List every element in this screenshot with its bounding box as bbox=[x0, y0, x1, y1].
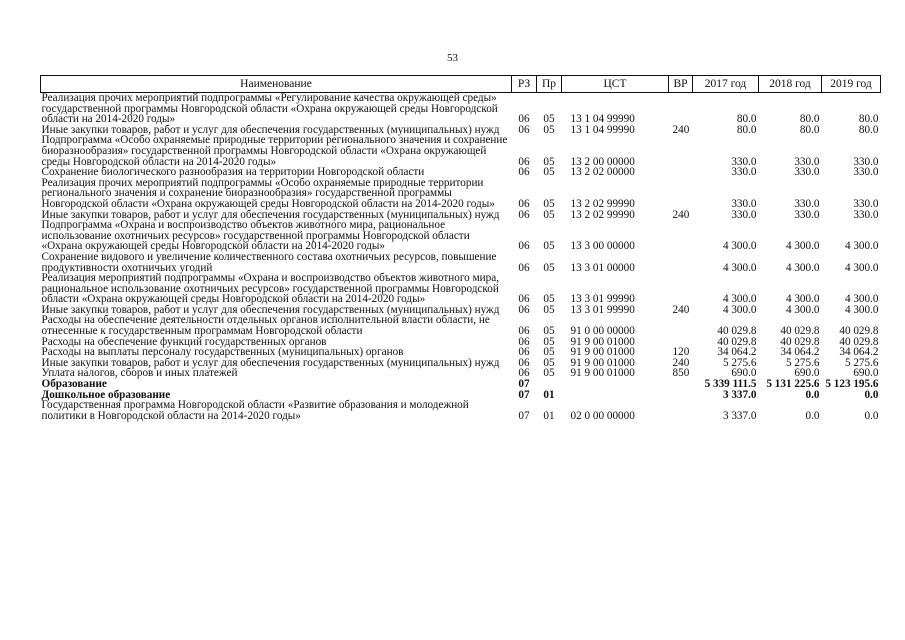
row-value-2018: 34 064.2 bbox=[780, 346, 820, 359]
row-rz: 06 bbox=[518, 166, 530, 179]
row-cst: 02 0 00 00000 bbox=[570, 409, 635, 422]
budget-table bbox=[40, 75, 881, 421]
row-value-2019: 40 029.8 bbox=[839, 325, 879, 338]
row-rz: 06 bbox=[518, 303, 530, 316]
row-value-2018: 0.0 bbox=[805, 388, 820, 401]
row-cst: 13 2 00 00000 bbox=[570, 155, 635, 168]
row-value-2019: 4 300.0 bbox=[844, 261, 879, 274]
row-vr bbox=[669, 273, 693, 305]
row-value-2017: 4 300.0 bbox=[722, 303, 757, 316]
row-value-2018: 5 275.6 bbox=[785, 356, 820, 369]
row-value-2019: 330.0 bbox=[853, 166, 879, 179]
row-pr: 05 bbox=[543, 197, 555, 210]
row-vr bbox=[669, 252, 693, 273]
header-vr: ВР bbox=[669, 76, 693, 93]
row-value-2019: 4 300.0 bbox=[844, 293, 879, 306]
row-pr: 05 bbox=[543, 261, 555, 274]
row-value-2017: 330.0 bbox=[731, 208, 757, 221]
row-rz: 06 bbox=[518, 356, 530, 369]
row-rz: 06 bbox=[518, 240, 530, 253]
row-value-2019: 4 300.0 bbox=[844, 240, 879, 253]
header-rz: РЗ bbox=[512, 76, 537, 93]
row-name: Иные закупки товаров, работ и услуг для обеспечения государственных (муниципальных) нужд bbox=[41, 303, 500, 316]
row-name: Образование bbox=[41, 378, 107, 391]
row-cst: 91 9 00 01000 bbox=[570, 367, 635, 380]
header-name: Наименование bbox=[41, 76, 512, 93]
row-value-2019: 34 064.2 bbox=[839, 346, 879, 359]
row-value-2019: 40 029.8 bbox=[839, 335, 879, 348]
row-value-2019: 330.0 bbox=[853, 155, 879, 168]
row-name: Дошкольное образование bbox=[41, 388, 171, 401]
row-value-2019: 0.0 bbox=[864, 388, 879, 401]
row-name: Уплата налогов, сборов и иных платежей bbox=[41, 367, 238, 380]
row-value-2018: 4 300.0 bbox=[785, 303, 820, 316]
row-pr: 05 bbox=[543, 113, 555, 126]
row-rz: 07 bbox=[518, 378, 530, 391]
row-value-2017: 40 029.8 bbox=[717, 325, 757, 338]
row-rz: 06 bbox=[518, 155, 530, 168]
row-cst: 13 3 01 00000 bbox=[570, 261, 635, 274]
row-value-2019: 690.0 bbox=[853, 367, 879, 380]
row-pr: 05 bbox=[543, 240, 555, 253]
row-cst: 91 9 00 01000 bbox=[570, 346, 635, 359]
row-vr: 240 bbox=[672, 208, 690, 221]
header-2018: 2018 год bbox=[759, 76, 822, 93]
row-vr: 240 bbox=[672, 356, 690, 369]
row-value-2018: 690.0 bbox=[794, 367, 820, 380]
row-value-2019: 5 123 195.6 bbox=[825, 378, 879, 391]
row-rz: 06 bbox=[518, 123, 530, 136]
row-name: Иные закупки товаров, работ и услуг для обеспечения государственных (муниципальных) нужд bbox=[41, 356, 500, 369]
row-value-2017: 34 064.2 bbox=[717, 346, 757, 359]
table-row bbox=[41, 273, 881, 305]
row-cst: 13 2 02 99990 bbox=[570, 197, 635, 210]
row-value-2018: 330.0 bbox=[794, 155, 820, 168]
row-value-2019: 5 275.6 bbox=[844, 356, 879, 369]
page-number: 53 bbox=[447, 52, 458, 64]
row-value-2017: 80.0 bbox=[736, 123, 757, 136]
row-value-2019: 4 300.0 bbox=[844, 303, 879, 316]
table-row bbox=[41, 220, 881, 252]
row-value-2018: 330.0 bbox=[794, 197, 820, 210]
row-rz: 06 bbox=[518, 346, 530, 359]
row-cst: 13 3 00 00000 bbox=[570, 240, 635, 253]
table-row bbox=[41, 178, 881, 210]
row-rz: 06 bbox=[518, 335, 530, 348]
row-value-2017: 330.0 bbox=[731, 197, 757, 210]
table-row bbox=[41, 400, 881, 421]
row-cst: 13 2 02 99990 bbox=[570, 208, 635, 221]
row-cst: 13 3 01 99990 bbox=[570, 293, 635, 306]
table-row bbox=[41, 252, 881, 273]
row-rz: 06 bbox=[518, 208, 530, 221]
row-rz: 06 bbox=[518, 261, 530, 274]
row-cst: 13 1 04 99990 bbox=[570, 123, 635, 136]
row-vr bbox=[669, 135, 693, 167]
row-vr bbox=[669, 178, 693, 210]
row-name: Расходы на обеспечение функций государственных органов bbox=[41, 335, 327, 348]
row-value-2018: 330.0 bbox=[794, 166, 820, 179]
row-vr bbox=[669, 167, 693, 178]
row-rz: 06 bbox=[518, 197, 530, 210]
row-pr: 05 bbox=[543, 367, 555, 380]
row-vr: 850 bbox=[672, 367, 690, 380]
row-name: Реализация прочих мероприятий подпрограммы «Особо охраняемые природные территории регионального значения и сохранение биоразнообразия» государственной программы Новгородской области «Охрана окружающей среды Новгородской области на 2014-2020 годы» bbox=[41, 176, 495, 210]
table-row bbox=[41, 135, 881, 167]
table-row bbox=[41, 93, 881, 125]
row-vr: 240 bbox=[672, 123, 690, 136]
row-pr: 05 bbox=[543, 155, 555, 168]
row-pr: 05 bbox=[543, 123, 555, 136]
row-value-2017: 330.0 bbox=[731, 166, 757, 179]
row-cst: 91 0 00 00000 bbox=[570, 325, 635, 338]
row-rz: 07 bbox=[518, 388, 530, 401]
row-cst: 91 9 00 01000 bbox=[570, 335, 635, 348]
row-rz: 06 bbox=[518, 367, 530, 380]
row-name: Государственная программа Новгородской области «Развитие образования и молодежной политики в Новгородской области на 2014-2020 годы» bbox=[41, 399, 469, 422]
row-value-2017: 5 275.6 bbox=[722, 356, 757, 369]
row-value-2018: 80.0 bbox=[799, 113, 820, 126]
row-pr: 05 bbox=[543, 293, 555, 306]
row-cst bbox=[562, 390, 669, 401]
row-vr bbox=[669, 315, 693, 336]
row-pr: 05 bbox=[543, 325, 555, 338]
row-value-2017: 80.0 bbox=[736, 113, 757, 126]
row-pr: 05 bbox=[543, 335, 555, 348]
table-header-row bbox=[41, 76, 881, 93]
row-value-2019: 330.0 bbox=[853, 208, 879, 221]
row-value-2017: 3 337.0 bbox=[722, 388, 757, 401]
row-name: Подпрограмма «Особо охраняемые природные территории регионального значения и сохранение биоразнообразия» государственной программы Новгородской области «Охрана окружающей среды Новгородской области на 2014-2020 годы» bbox=[41, 134, 508, 168]
row-pr: 05 bbox=[543, 346, 555, 359]
row-vr: 240 bbox=[672, 303, 690, 316]
row-name: Реализация мероприятий подпрограммы «Охрана и воспроизводство объектов животного мира, рациональное использование охотничьих ресурсов» государственной программы Новгородской области «Охрана окружающей среды Новгородской области на 2014-2020 годы» bbox=[41, 272, 499, 306]
row-value-2017: 690.0 bbox=[731, 367, 757, 380]
row-value-2019: 80.0 bbox=[858, 113, 879, 126]
header-pr: Пр bbox=[537, 76, 562, 93]
row-vr bbox=[669, 93, 693, 125]
table-row bbox=[41, 315, 881, 336]
row-pr: 05 bbox=[543, 166, 555, 179]
row-name: Сохранение видового и увеличение количественного состава охотничьих ресурсов, повышение продуктивности охотничьих угодий bbox=[41, 250, 497, 274]
row-vr: 120 bbox=[672, 346, 690, 359]
row-name: Расходы на выплаты персоналу государственных (муниципальных) органов bbox=[41, 346, 404, 359]
row-vr bbox=[669, 390, 693, 401]
row-cst: 13 2 02 00000 bbox=[570, 166, 635, 179]
row-value-2017: 3 337.0 bbox=[722, 409, 757, 422]
header-2019: 2019 год bbox=[822, 76, 881, 93]
row-value-2019: 330.0 bbox=[853, 197, 879, 210]
row-value-2018: 4 300.0 bbox=[785, 261, 820, 274]
row-name: Сохранение биологического разнообразия на территории Новгородской области bbox=[41, 166, 425, 179]
row-cst: 13 1 04 99990 bbox=[570, 113, 635, 126]
row-value-2017: 40 029.8 bbox=[717, 335, 757, 348]
row-name: Подпрограмма «Охрана и воспроизводство объектов животного мира, рациональное использование охотничьих ресурсов» государственной программы Новгородской области «Охрана окружающей среды Новгородской области на 2014-2020 годы» bbox=[41, 219, 470, 253]
row-cst: 91 9 00 01000 bbox=[570, 356, 635, 369]
row-name: Реализация прочих мероприятий подпрограммы «Регулирование качества окружающей среды» государственной программы Новгородской области «Охрана окружающей среды Новгородской области на 2014-2020 годы» bbox=[41, 92, 498, 126]
row-vr bbox=[669, 379, 693, 390]
row-value-2017: 330.0 bbox=[731, 155, 757, 168]
row-value-2018: 40 029.8 bbox=[780, 325, 820, 338]
header-2017: 2017 год bbox=[693, 76, 759, 93]
row-value-2018: 330.0 bbox=[794, 208, 820, 221]
row-value-2018: 0.0 bbox=[805, 409, 820, 422]
table-body bbox=[41, 93, 881, 422]
row-rz: 06 bbox=[518, 113, 530, 126]
row-name: Иные закупки товаров, работ и услуг для обеспечения государственных (муниципальных) нужд bbox=[41, 123, 500, 136]
row-cst: 13 3 01 99990 bbox=[570, 303, 635, 316]
row-value-2018: 4 300.0 bbox=[785, 293, 820, 306]
row-value-2017: 5 339 111.5 bbox=[704, 378, 757, 391]
row-pr: 05 bbox=[543, 356, 555, 369]
row-value-2018: 5 131 225.6 bbox=[766, 378, 820, 391]
row-rz: 07 bbox=[518, 409, 530, 422]
row-value-2018: 40 029.8 bbox=[780, 335, 820, 348]
row-rz: 06 bbox=[518, 325, 530, 338]
row-name: Расходы на обеспечение деятельности отдельных органов исполнительной власти области, не отнесенные к государственным программам Новгородской области bbox=[41, 314, 490, 338]
row-pr: 01 bbox=[543, 388, 555, 401]
row-value-2017: 4 300.0 bbox=[722, 261, 757, 274]
row-pr: 01 bbox=[543, 409, 555, 422]
row-pr: 05 bbox=[543, 303, 555, 316]
row-value-2019: 0.0 bbox=[864, 409, 879, 422]
row-name: Иные закупки товаров, работ и услуг для обеспечения государственных (муниципальных) нужд bbox=[41, 208, 500, 221]
row-pr: 05 bbox=[543, 208, 555, 221]
row-vr bbox=[669, 220, 693, 252]
row-value-2017: 4 300.0 bbox=[722, 293, 757, 306]
header-cst: ЦСТ bbox=[562, 76, 669, 93]
row-rz: 06 bbox=[518, 293, 530, 306]
row-vr bbox=[669, 400, 693, 421]
row-value-2018: 80.0 bbox=[799, 123, 820, 136]
row-value-2019: 80.0 bbox=[858, 123, 879, 136]
row-value-2018: 4 300.0 bbox=[785, 240, 820, 253]
row-value-2017: 4 300.0 bbox=[722, 240, 757, 253]
row-cst bbox=[562, 379, 669, 390]
